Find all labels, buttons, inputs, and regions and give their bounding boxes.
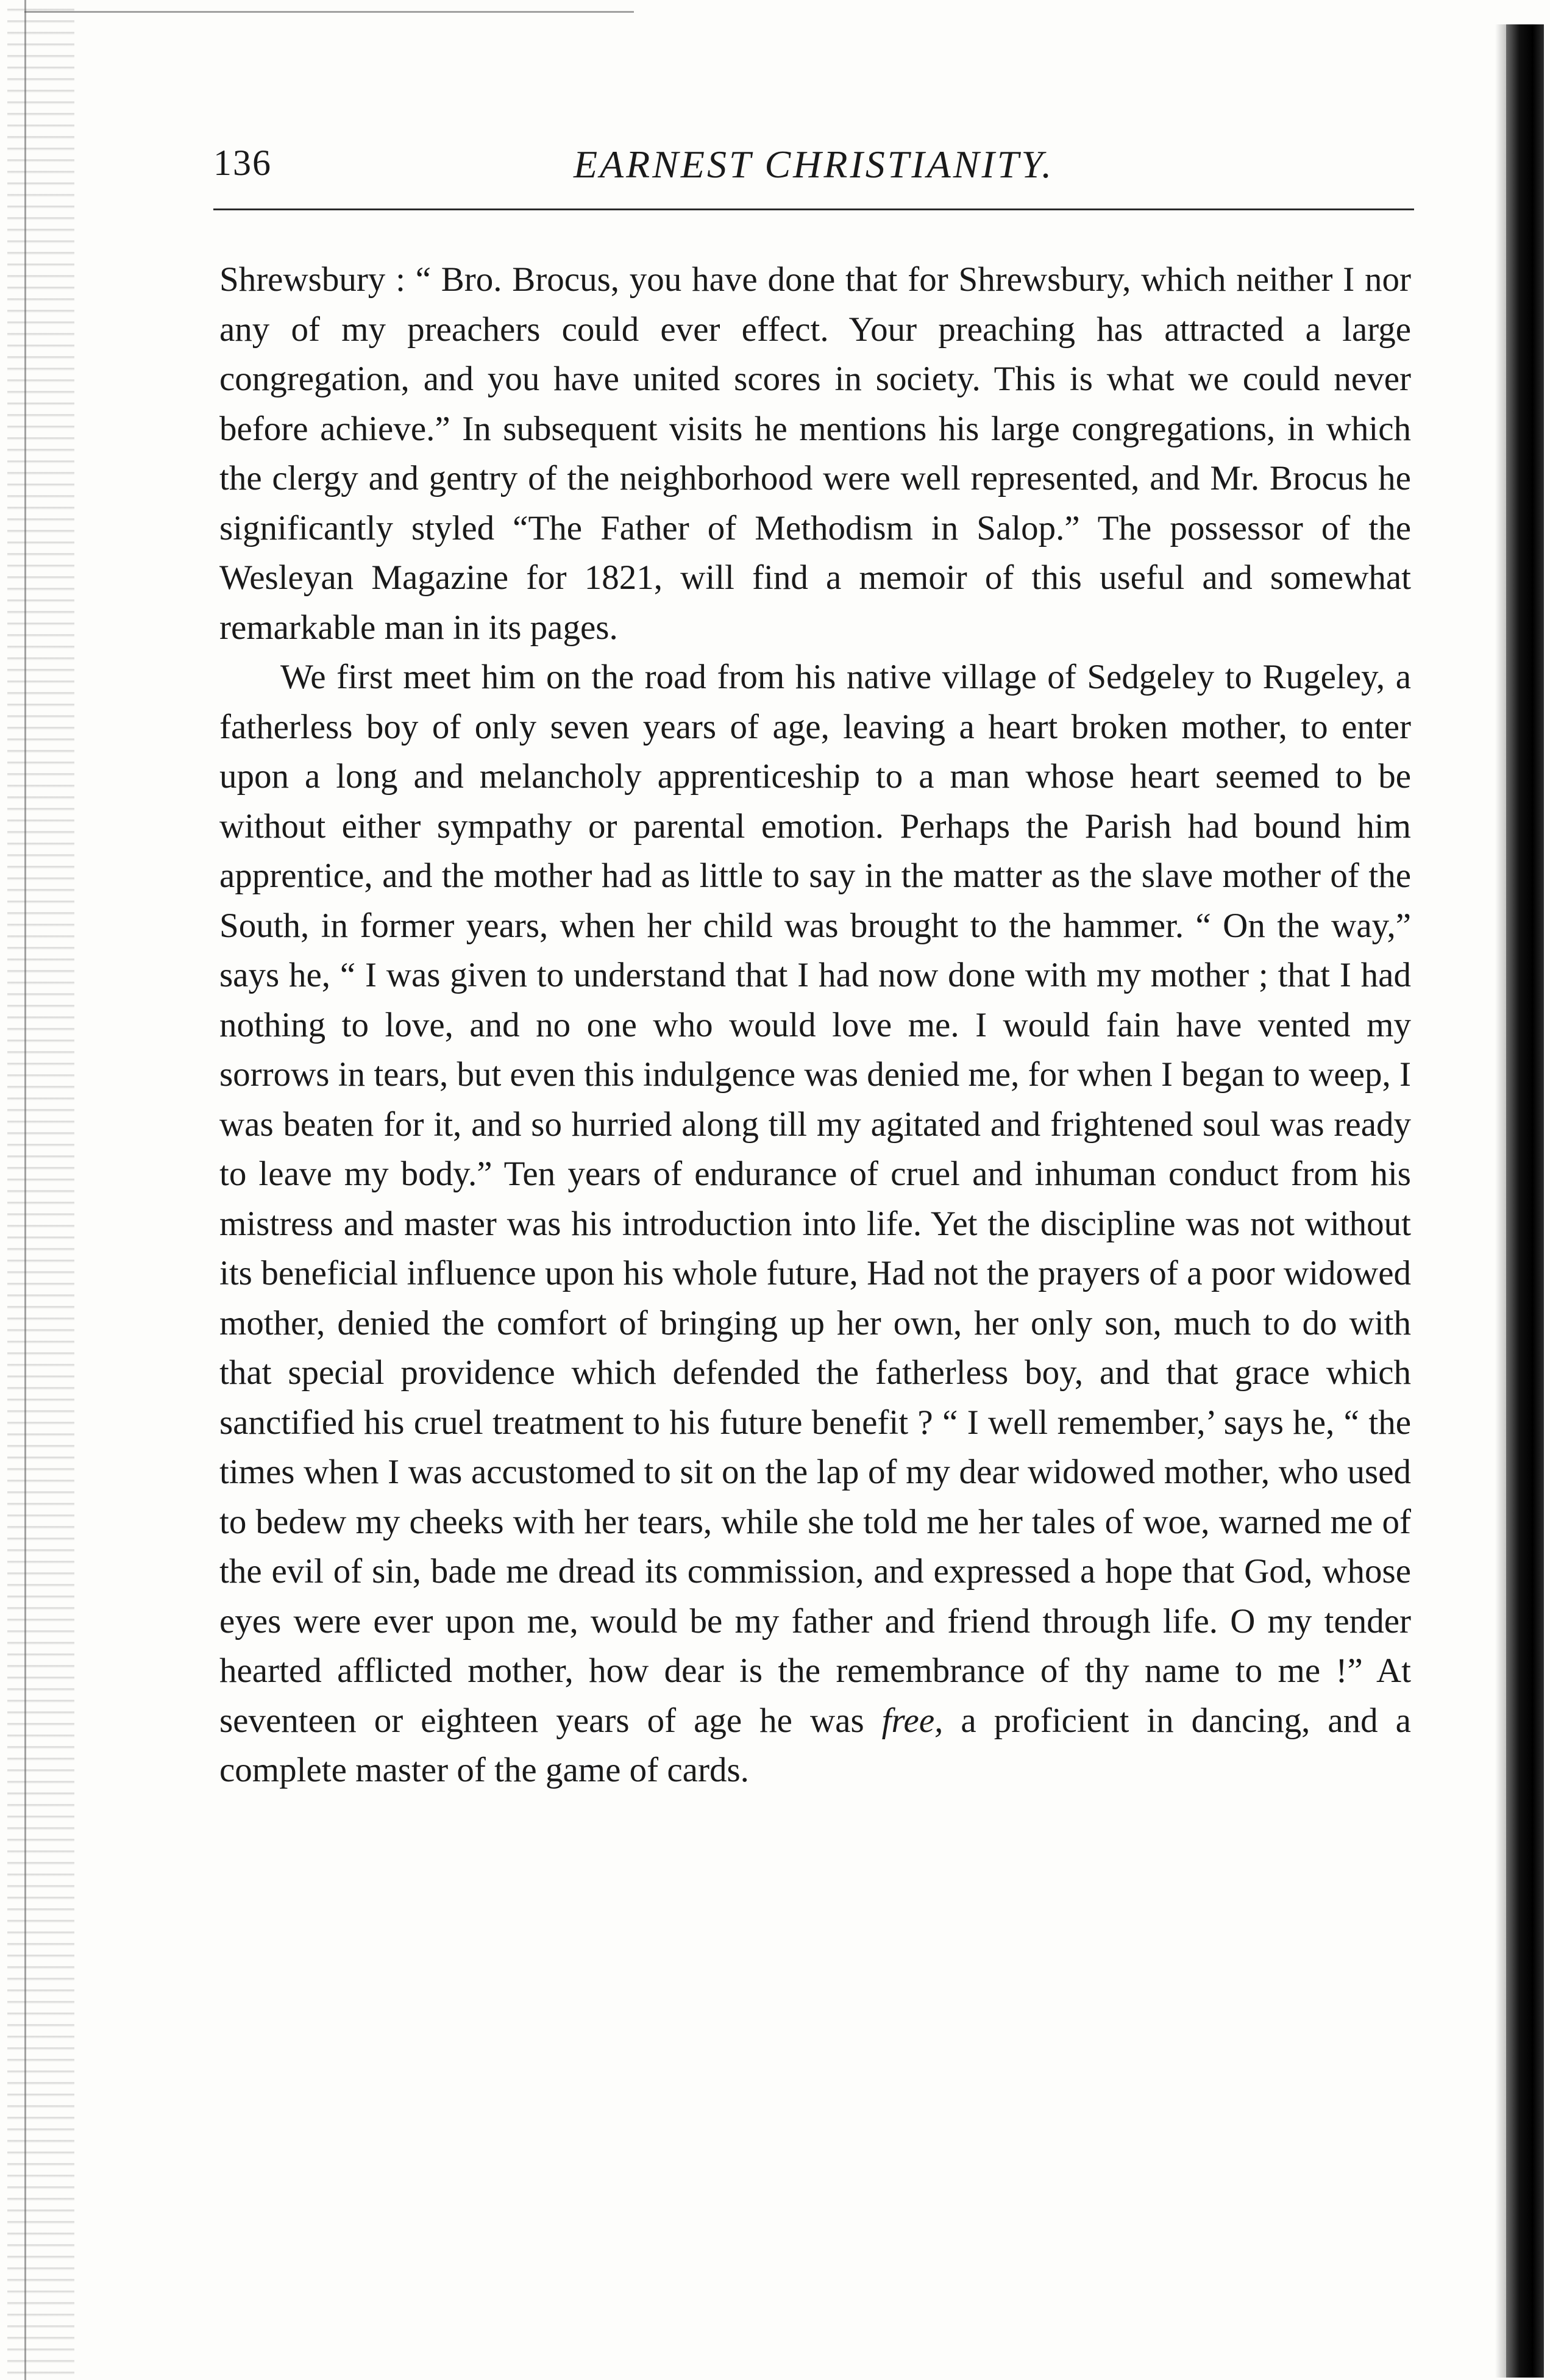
body-text	[219, 255, 1411, 1795]
scan-left-margin-artifact	[7, 0, 74, 2380]
page-number: 136	[213, 143, 272, 183]
running-title: EARNEST CHRISTIANITY.	[573, 143, 1054, 186]
header-rule	[213, 208, 1414, 210]
paragraph-2-text-end: a proficient in dancing, and a complete master of the game of cards.	[219, 1701, 1411, 1789]
scan-right-shadow	[1495, 24, 1507, 2378]
paragraph-2	[219, 652, 1411, 1795]
paragraph-1-text: Shrewsbury : “ Bro. Brocus, you have done that for Shrewsbury, which neither I nor any of my preachers could ever effect. Your preaching has attracted a large congregation, and you have united scores in society. This is what we could never before achieve.” In subsequent visits he mentions his large congregations, in which the clergy and gentry of the neighborhood were well represented, and Mr. Brocus he significantly styled “The Father of Methodism in Salop.” The possessor of the Wesleyan Magazine for 1821, will find a memoir of this useful and somewhat remarkable man in its pages.	[219, 260, 1411, 647]
scan-right-edge	[1506, 24, 1544, 2378]
scan-left-rule	[24, 0, 26, 2380]
scan-top-rule	[24, 11, 634, 13]
paragraph-2-italic: free,	[881, 1701, 944, 1740]
paragraph-1	[219, 255, 1411, 652]
paragraph-2-text: We first meet him on the road from his native village of Sedgeley to Rugeley, a fatherless boy of only seven years of age, leaving a heart broken mother, to enter upon a long and melancholy apprenticeship to a man whose heart seemed to be without either sympathy or parental emotion. Perhaps the Parish had bound him apprentice, and the mother had as little to say in the matter as the slave mother of the South, in former years, when her child was brought to the hammer. “ On the way,” says he, “ I was given to understand that I had now done with my mother ; that I had nothing to love, and no one who would love me. I would fain have vented my sorrows in tears, but even this indulgence was denied me, for when I began to weep, I was beaten for it, and so hurried along till my agitated and frightened soul was ready to leave my body.” Ten years of endurance of cruel and inhuman conduct from his mistress and master was his introduction into life. Yet the discipline was not without its beneficial influence upon his whole future, Had not the prayers of a poor widowed mother, denied the comfort of bringing up her own, her only son, much to do with that special providence which defended the fatherless boy, and that grace which sanctified his cruel treatment to his future benefit ? “ I well remember,’ says he, “ the times when I was accustomed to sit on the lap of my dear widowed mother, who used to bedew my cheeks with her tears, while she told me her tales of woe, warned me of the evil of sin, bade me dread its commission, and expressed a hope that God, whose eyes were ever upon me, would be my father and friend through life. O my tender hearted afflicted mother, how dear is the remembrance of thy name to me !” At seventeen or eighteen years of age he was	[219, 658, 1411, 1740]
running-header	[213, 131, 1414, 198]
